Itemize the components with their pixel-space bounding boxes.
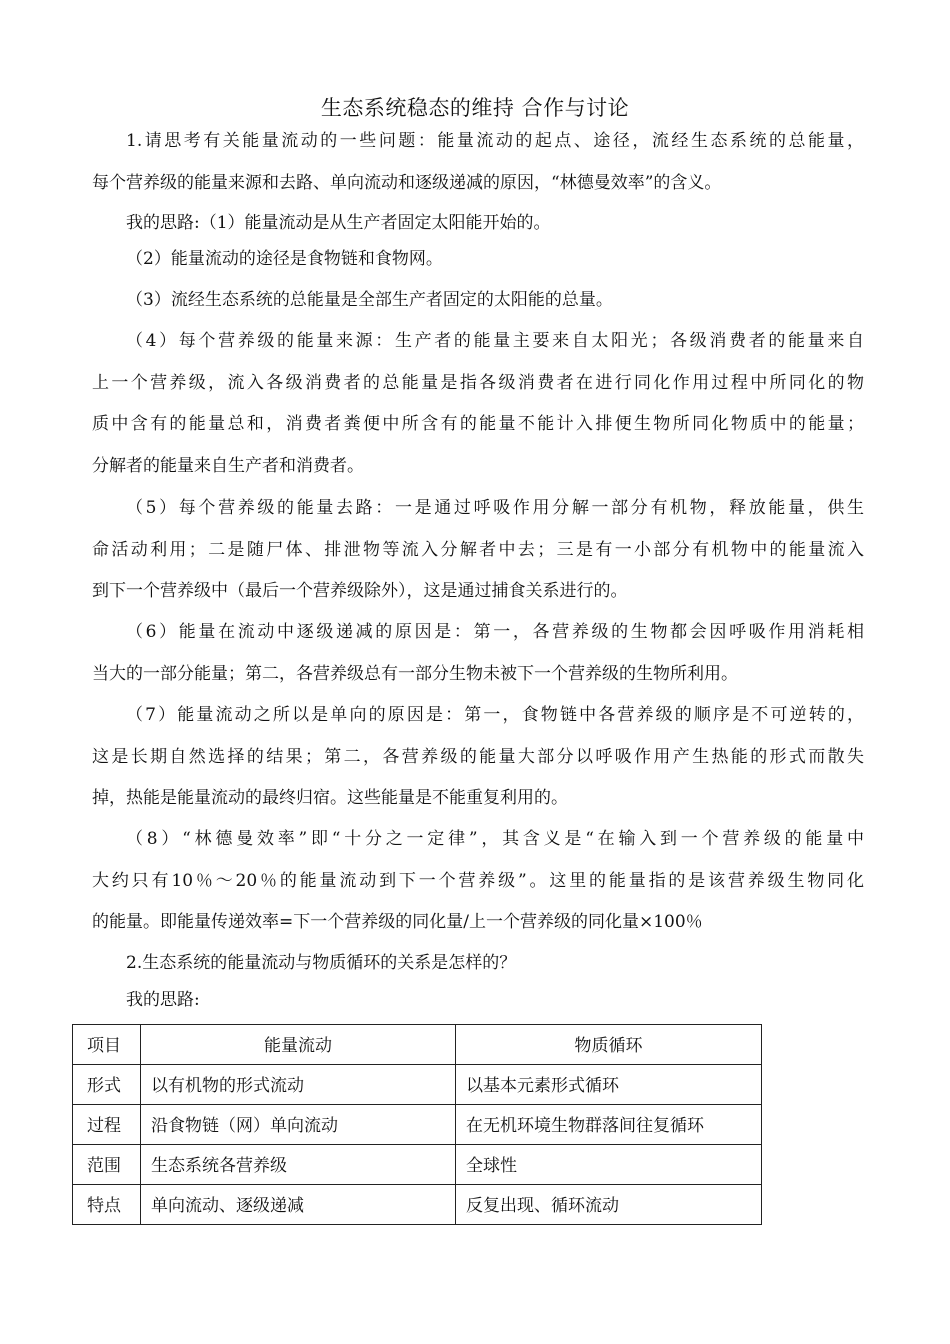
text-line: （6）能量在流动中逐级递减的原因是：第一，各营养级的生物都会因呼吸作用消耗相 — [126, 622, 864, 642]
text-line: 这是长期自然选择的结果；第二，各营养级的能量大部分以呼吸作用产生热能的形式而散失 — [92, 746, 864, 767]
table-header-cell: 项目 — [73, 1025, 141, 1065]
table-header-row — [73, 1025, 762, 1065]
comparison-table — [72, 1024, 762, 1225]
table-cell: 以基本元素形式循环 — [456, 1065, 762, 1105]
table-cell: 沿食物链（网）单向流动 — [141, 1105, 456, 1145]
text-line: （2）能量流动的途径是食物链和食物网。 — [126, 249, 443, 269]
table-cell: 特点 — [73, 1185, 141, 1225]
table-row — [73, 1185, 762, 1225]
answer-item-4 — [92, 321, 864, 487]
text-line: 大约只有10％～20％的能量流动到下一个营养级”。这里的能量指的是该营养级生物同化 — [92, 870, 864, 891]
text-line: 每个营养级的能量来源和去路、单向流动和逐级递减的原因，“林德曼效率”的含义。 — [92, 172, 722, 193]
question-2 — [92, 943, 864, 985]
table-cell: 以有机物的形式流动 — [141, 1065, 456, 1105]
page-title: 生态系统稳态的维持 合作与讨论 — [320, 96, 630, 120]
answer-item-2 — [92, 239, 864, 281]
table-row — [73, 1105, 762, 1145]
answer-item-3 — [92, 280, 864, 322]
text-line: 分解者的能量来自生产者和消费者。 — [92, 455, 364, 476]
text-line: 当大的一部分能量；第二，各营养级总有一部分生物未被下一个营养级的生物所利用。 — [92, 663, 738, 684]
text-line: 我的思路:（1）能量流动是从生产者固定太阳能开始的。 — [126, 213, 551, 233]
table-header-cell: 物质循环 — [456, 1025, 762, 1065]
answer-item-7 — [92, 695, 864, 820]
text-line: 上一个营养级，流入各级消费者的总能量是指各级消费者在进行同化作用过程中所同化的物 — [92, 372, 864, 393]
text-line: 掉，热能是能量流动的最终归宿。这些能量是不能重复利用的。 — [92, 788, 568, 808]
answer-label — [92, 980, 864, 1022]
answer-item-8 — [92, 819, 864, 944]
text-line: 命活动利用；二是随尸体、排泄物等流入分解者中去；三是有一小部分有机物中的能量流入 — [92, 539, 864, 560]
text-line: 1.请思考有关能量流动的一些问题：能量流动的起点、途径，流经生态系统的总能量， — [126, 131, 864, 151]
table-cell: 在无机环境生物群落间往复循环 — [456, 1105, 762, 1145]
text-line: （5）每个营养级的能量去路：一是通过呼吸作用分解一部分有机物，释放能量，供生 — [126, 498, 864, 518]
table-cell: 生态系统各营养级 — [141, 1145, 456, 1185]
text-line: （8）“林德曼效率”即“十分之一定律”，其含义是“在输入到一个营养级的能量中 — [126, 829, 864, 849]
text-line: 的能量。即能量传递效率=下一个营养级的同化量/上一个营养级的同化量×100％ — [92, 912, 703, 932]
text-line: （3）流经生态系统的总能量是全部生产者固定的太阳能的总量。 — [126, 290, 613, 310]
table-header-cell: 能量流动 — [141, 1025, 456, 1065]
table-cell: 单向流动、逐级递减 — [141, 1185, 456, 1225]
text-line: 质中含有的能量总和，消费者粪便中所含有的能量不能计入排便生物所同化物质中的能量； — [92, 414, 864, 434]
table-cell: 过程 — [73, 1105, 141, 1145]
text-line: 我的思路: — [126, 990, 200, 1010]
table-cell: 范围 — [73, 1145, 141, 1185]
table-cell: 形式 — [73, 1065, 141, 1105]
table-cell: 全球性 — [456, 1145, 762, 1185]
text-line: （4）每个营养级的能量来源：生产者的能量主要来自太阳光；各级消费者的能量来自 — [126, 331, 864, 351]
answer-item-5 — [92, 488, 864, 613]
table-row — [73, 1065, 762, 1105]
text-line: 到下一个营养级中（最后一个营养级除外），这是通过捕食关系进行的。 — [92, 581, 628, 601]
table-row — [73, 1145, 762, 1185]
table-cell: 反复出现、循环流动 — [456, 1185, 762, 1225]
question-1 — [92, 121, 864, 204]
text-line: （7）能量流动之所以是单向的原因是：第一，食物链中各营养级的顺序是不可逆转的， — [126, 705, 864, 725]
text-line: 2.生态系统的能量流动与物质循环的关系是怎样的？ — [126, 953, 517, 973]
answer-item-6 — [92, 612, 864, 695]
